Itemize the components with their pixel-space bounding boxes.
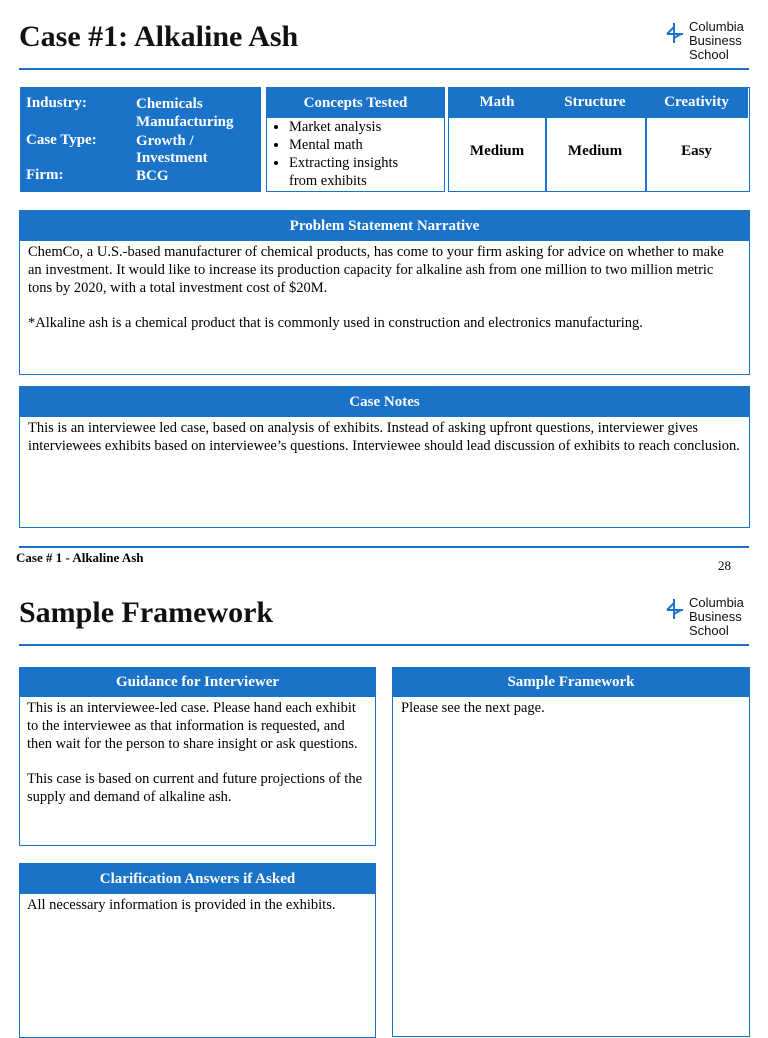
title-rule: [19, 68, 749, 70]
clarification-text: All necessary information is provided in the exhibits.: [27, 897, 336, 913]
case-info-block: [20, 87, 261, 192]
concept-item-continued: from exhibits: [289, 173, 367, 189]
columbia-logo-2: [665, 596, 744, 638]
structure-label: Structure: [564, 94, 626, 110]
logo-line-3: School: [689, 623, 729, 638]
sample-framework-text: Please see the next page.: [401, 700, 545, 716]
title-rule-2: [19, 644, 749, 646]
page-title-2: Sample Framework: [19, 596, 274, 629]
sample-framework-box: [392, 667, 750, 1037]
guidance-paragraph-1: This is an interviewee-led case. Please hand each exhibit to the interviewee as that information is requested, and then wait for the person to share insight or ask questions.: [27, 700, 358, 752]
industry-label: Industry:: [26, 95, 87, 111]
industry-value-1: Chemicals: [136, 96, 203, 112]
case-notes-header: Case Notes: [20, 387, 749, 417]
case-notes-text: This is an interviewee led case, based on analysis of exhibits. Instead of asking upfront questions, interviewer gives interviewees exhibits based on interviewee’s questions. Interviewee should lead discussion of exhibits to reach conclusion.: [28, 420, 740, 454]
concepts-tested-box: [266, 87, 445, 192]
ratings-box: [448, 87, 750, 192]
creativity-value: Easy: [681, 143, 712, 159]
logo-line-1: Columbia: [689, 595, 744, 610]
concept-item: • Market analysis: [289, 118, 444, 136]
footer-case-label: Case # 1 - Alkaline Ash: [16, 550, 144, 565]
firm-label: Firm:: [26, 167, 64, 183]
guidance-header: Guidance for Interviewer: [20, 668, 375, 697]
page-title: Case #1: Alkaline Ash: [19, 20, 299, 53]
structure-value: Medium: [567, 143, 623, 159]
problem-paragraph-1: ChemCo, a U.S.-based manufacturer of chemical products, has come to your firm asking for advice on whether to make an investment. It would like to increase its production capacity for alkaline ash from one million to two million metric tons by 2020, with a total investment cost of $20M.: [28, 244, 724, 296]
problem-statement-header: Problem Statement Narrative: [20, 211, 749, 241]
guidance-paragraph-2: This case is based on current and future projections of the supply and demand of alkaline ash.: [27, 771, 363, 805]
logo-line-2: Business: [689, 609, 742, 624]
page-number: 28: [718, 558, 731, 573]
creativity-label: Creativity: [664, 94, 729, 110]
clarification-box: [19, 863, 376, 1038]
firm-value: BCG: [136, 168, 169, 184]
concept-item: • Mental math: [289, 136, 444, 154]
math-label: Math: [479, 94, 515, 110]
case-type-value-1: Growth /: [136, 133, 194, 149]
clarification-header: Clarification Answers if Asked: [20, 864, 375, 894]
concepts-tested-header: Concepts Tested: [267, 88, 444, 118]
footer-rule: [19, 546, 749, 548]
problem-statement-box: [19, 210, 750, 375]
problem-paragraph-2: *Alkaline ash is a chemical product that is commonly used in construction and electronics manufacturing.: [28, 315, 643, 331]
math-value: Medium: [469, 143, 525, 159]
columbia-logo: [665, 20, 744, 62]
concept-item: • Extracting insights: [289, 154, 444, 172]
columbia-crown-icon: [665, 22, 685, 44]
industry-value-2: Manufacturing: [136, 114, 234, 130]
columbia-crown-icon: [665, 598, 685, 620]
sample-framework-header: Sample Framework: [393, 668, 749, 697]
case-notes-box: [19, 386, 750, 528]
logo-line-1: Columbia: [689, 19, 744, 34]
case-type-label: Case Type:: [26, 132, 97, 148]
case-type-value-2: Investment: [136, 150, 208, 166]
logo-line-2: Business: [689, 33, 742, 48]
guidance-box: [19, 667, 376, 846]
logo-line-3: School: [689, 47, 729, 62]
